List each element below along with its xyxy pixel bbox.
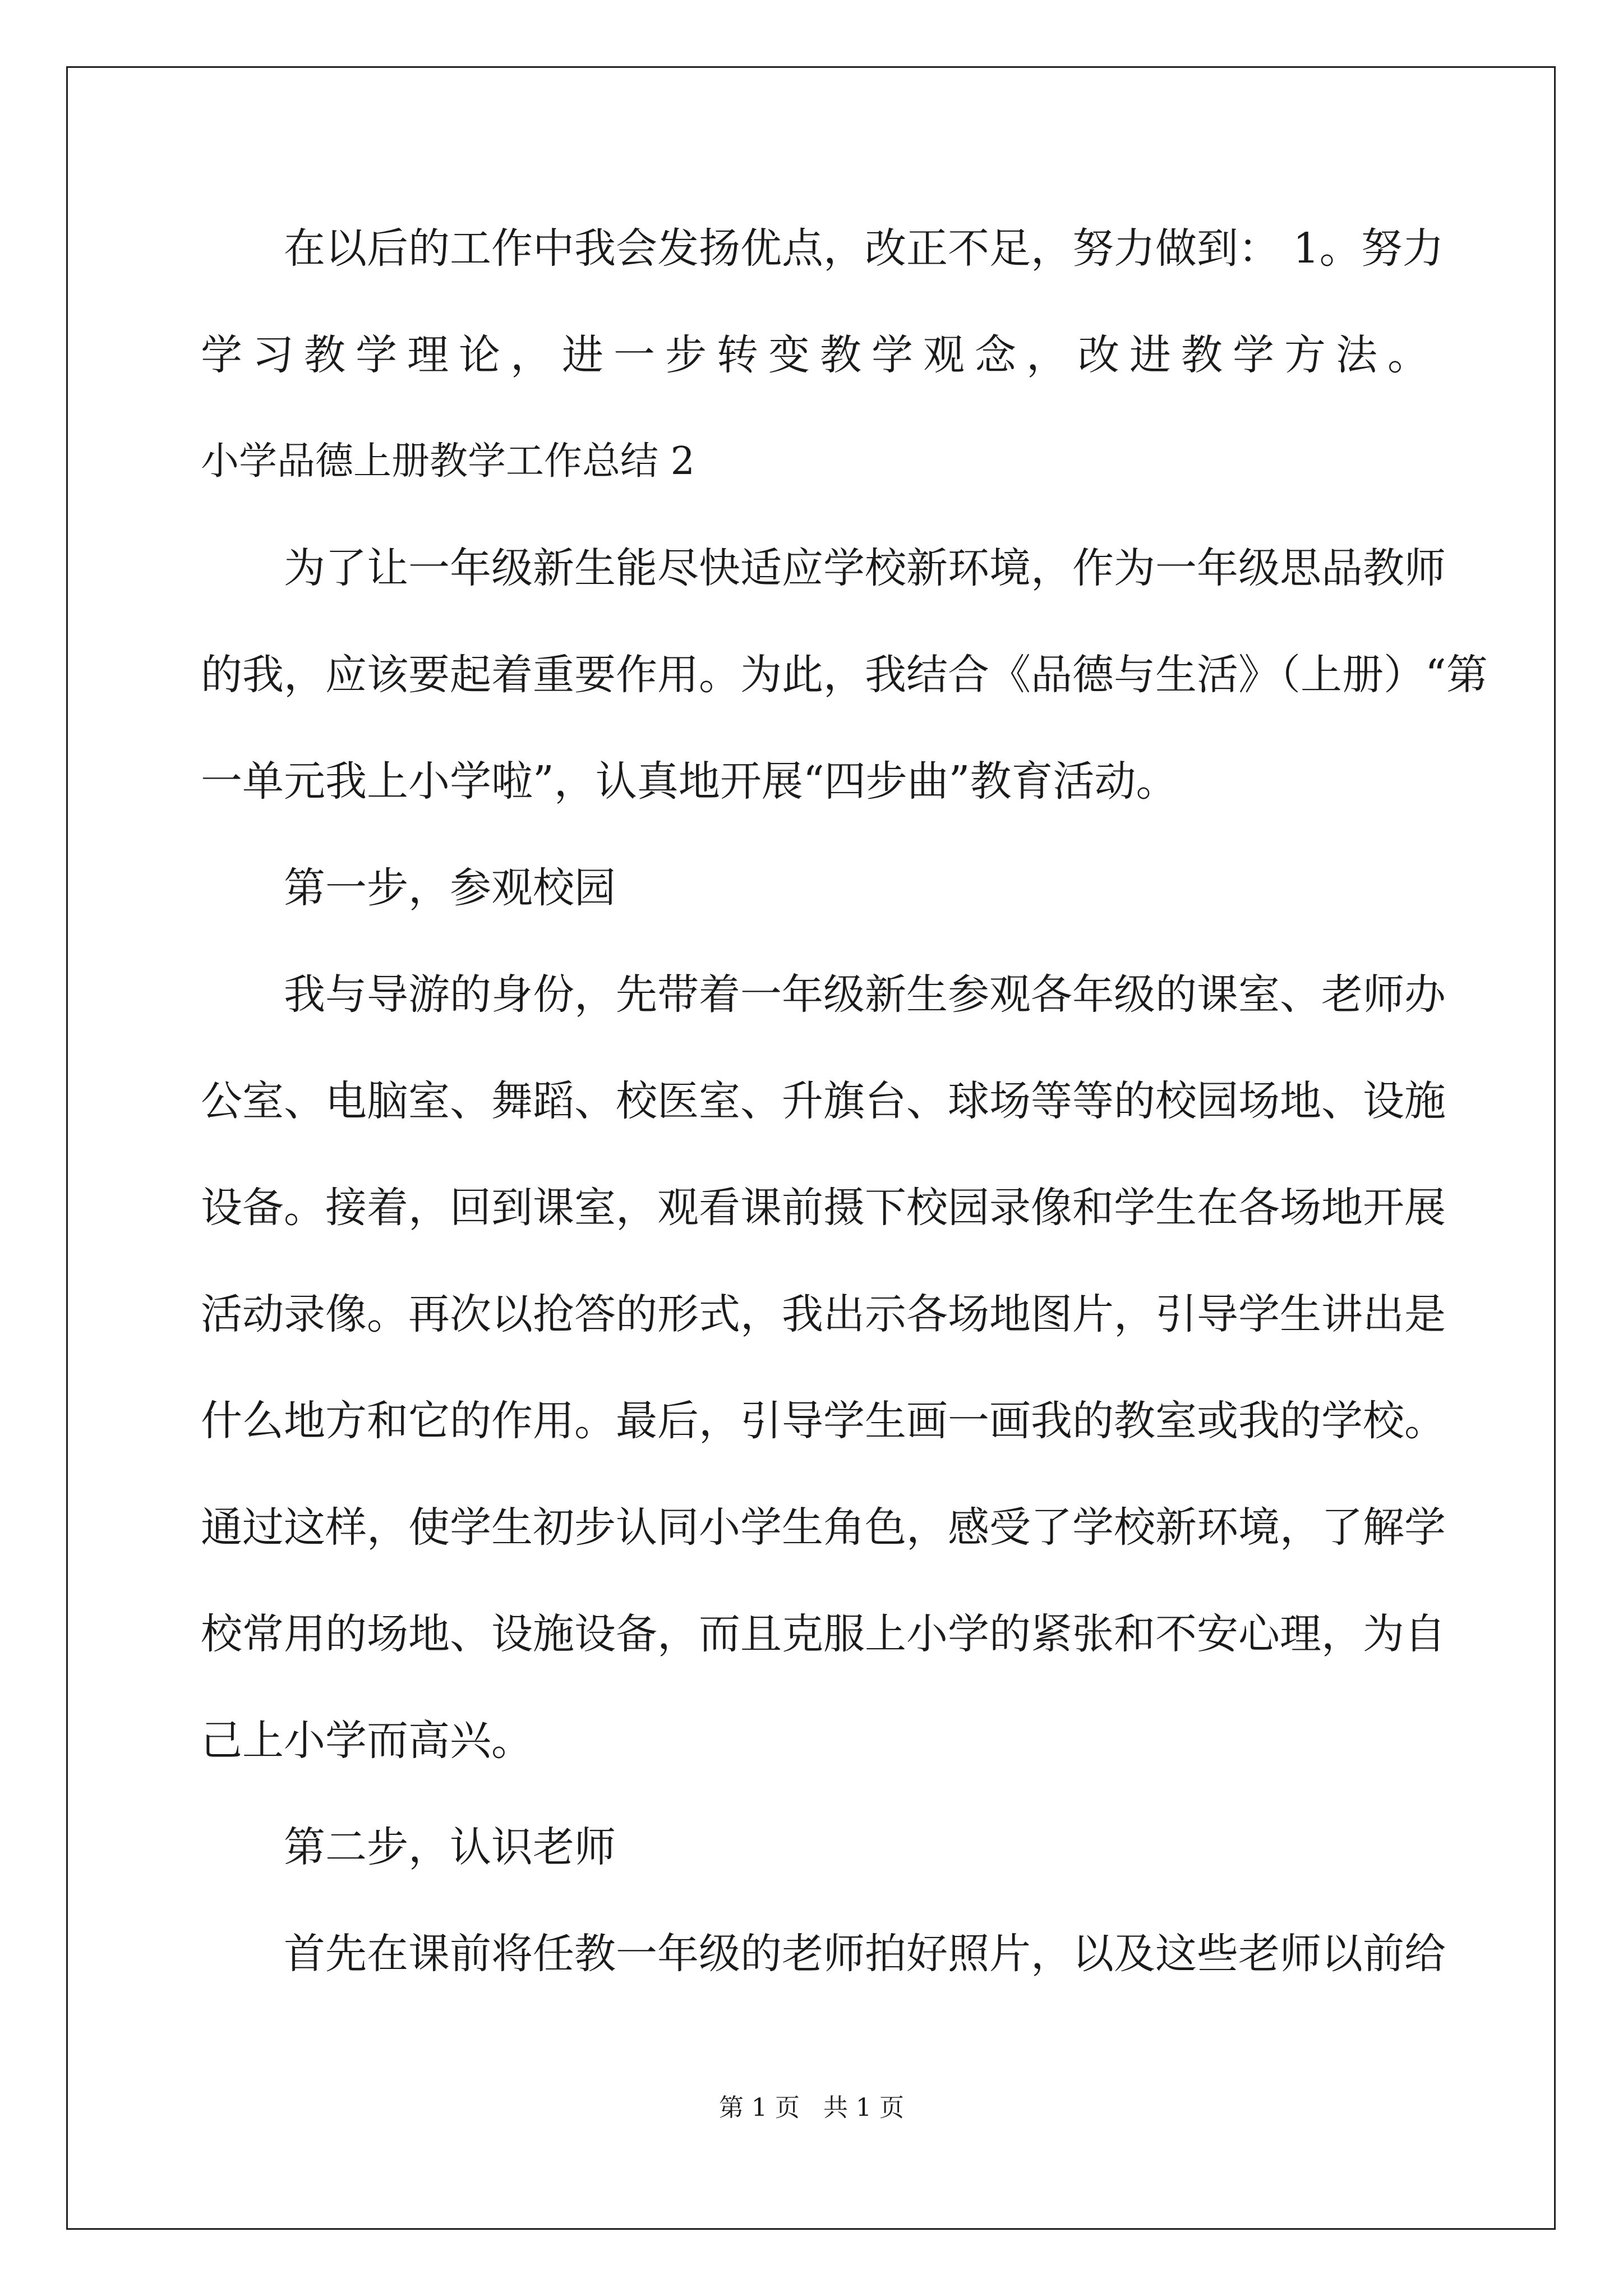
paragraph-line: 公室、电脑室、舞蹈、校医室、升旗台、球场等等的校园场地、设施	[201, 1077, 1446, 1125]
paragraph-line: 什么地方和它的作用。最后，引导学生画一画我的教室或我的学校。	[201, 1397, 1446, 1445]
paragraph-line: 在以后的工作中我会发扬优点，改正不足，努力做到： 1。努力	[284, 224, 1444, 273]
paragraph-line: 己上小学而高兴。	[201, 1717, 533, 1765]
paragraph-line: 通过这样，使学生初步认同小学生角色，感受了学校新环境，了解学	[201, 1503, 1446, 1552]
paragraph-line: 校常用的场地、设施设备，而且克服上小学的紧张和不安心理，为自	[201, 1610, 1446, 1658]
paragraph-line: 一单元我上小学啦”，认真地开展“四步曲”教育活动。	[201, 757, 1178, 806]
paragraph-line: 活动录像。再次以抢答的形式，我出示各场地图片，引导学生讲出是	[201, 1290, 1446, 1338]
paragraph-line: 为了让一年级新生能尽快适应学校新环境，作为一年级思品教师	[284, 544, 1446, 592]
paragraph-line: 我与导游的身份，先带着一年级新生参观各年级的课室、老师办	[284, 970, 1446, 1019]
paragraph-line: 学习教学理论，进一步转变教学观念，改进教学方法。	[201, 331, 1429, 379]
page-footer: 第 1 页 共 1 页	[719, 2093, 904, 2122]
paragraph-line: 首先在课前将任教一年级的老师拍好照片，以及这些老师以前给	[284, 1930, 1446, 1978]
paragraph-line: 设备。接着，回到课室，观看课前摄下校园录像和学生在各场地开展	[201, 1184, 1446, 1232]
step-heading: 第二步，认识老师	[284, 1823, 616, 1871]
page-border	[66, 66, 1556, 2230]
step-heading: 第一步，参观校园	[284, 864, 616, 912]
section-heading: 小学品德上册教学工作总结 2	[201, 439, 695, 484]
paragraph-line: 的我，应该要起着重要作用。为此，我结合《品德与生活》（上册）“第	[201, 651, 1488, 699]
